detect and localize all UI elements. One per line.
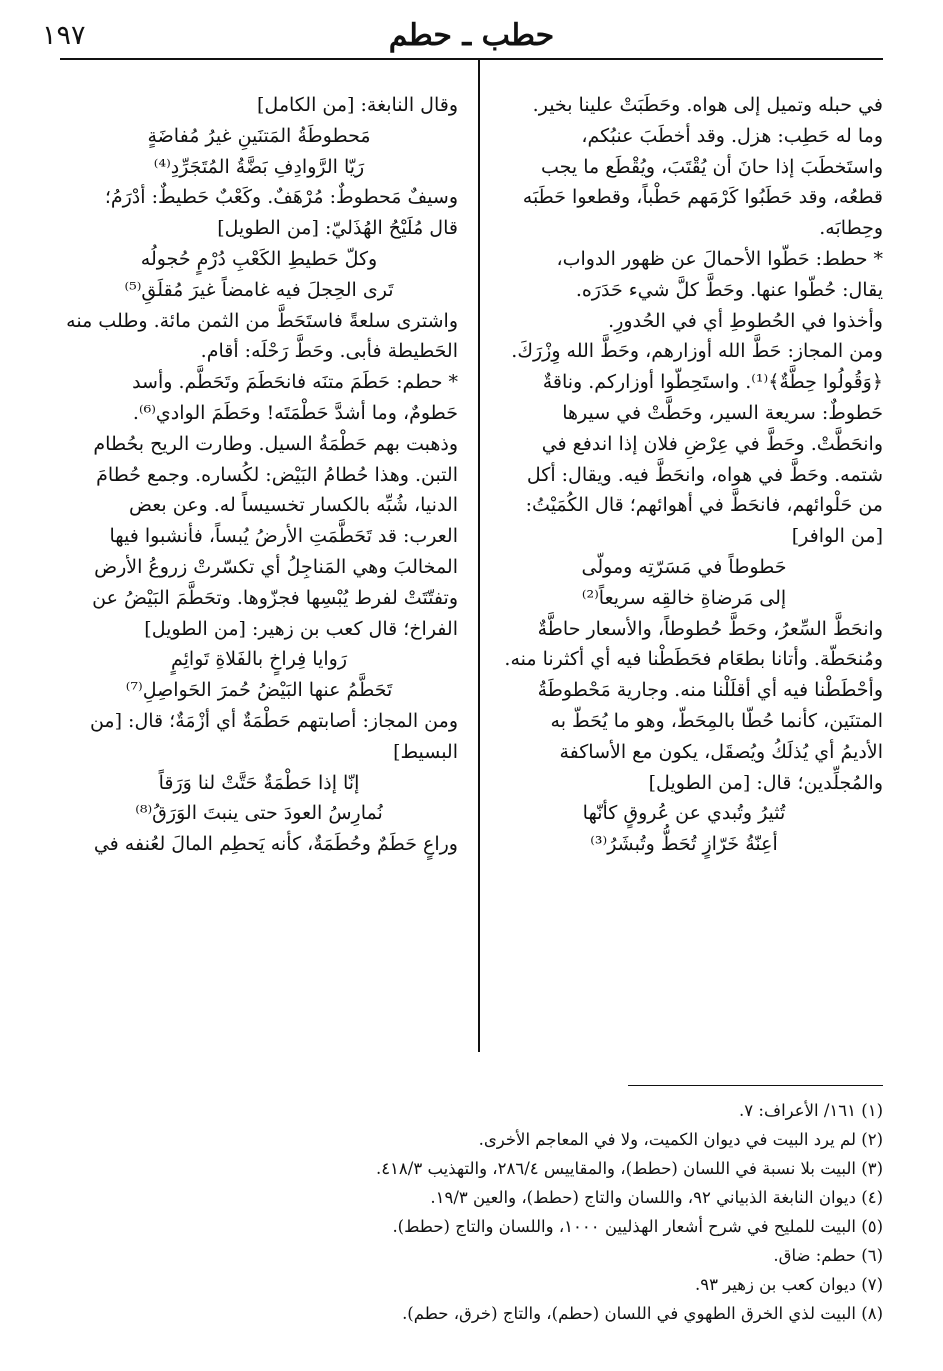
text-line: وراعٍ حَطَمٌ وحُطَمَةٌ، كأنه يَحطِم المالَ لعُنفه في — [93, 833, 458, 856]
left-column — [60, 90, 458, 1045]
text-line: يقال: حُطّوا عنها. وحَطَّ كلَّ شيء حَدَرَه. — [575, 278, 883, 301]
text-line: من حَلْوائهم، فانحَطَّ في أهوائهم؛ قال الكُمَيْتُ: — [525, 494, 883, 517]
text-line: [من الوافر] — [791, 525, 883, 548]
text-line: الفراخ؛ قال كعب بن زهير: [من الطويل] — [144, 617, 458, 640]
text-line: والمُجلِّدين؛ قال: [من الطويل] — [648, 771, 883, 794]
verse-line: حَطوطاً في مَسَرّتِه ومولّى — [581, 555, 787, 578]
text-line: المخالبَ وهي المَناجِلُ أي تكسّرتْ زروعُ الأرض — [94, 555, 458, 578]
text-line: وقال النابغة: [من الكامل] — [257, 94, 458, 116]
text-line: واشترى سلعةً فاستَحَطَّ من الثمن مائة. وطلب منه — [66, 309, 458, 332]
text-line: وحِطابَه. — [819, 217, 883, 240]
footnote: (١) ١٦١/ الأعراف: ٧. — [739, 1101, 883, 1120]
text-line: قطعُه، وقد حَطَبُوا كَرْمَهم حَطْباً، وقطعوا حَطَبَه — [522, 186, 883, 209]
verse-line: تَرى الحِجلَ فيه غامضاً غيرَ مُقلَقِ⁽⁵⁾ — [124, 278, 394, 301]
text-line: ومن المجاز: أصابتهم حَطْمَةٌ أي أزْمَةٌ؛ قال: [من — [89, 709, 458, 732]
text-line: وذهبت بهم حَطْمَةُ السيل. وطارت الريح بحُطام — [93, 432, 458, 455]
footnote: (٦) حطم: ضاق. — [773, 1246, 883, 1265]
footnotes — [60, 1096, 883, 1358]
footnote: (٢) لم يرد البيت في ديوان الكميت، ولا في المعاجم الأخرى. — [478, 1130, 883, 1149]
text-line: حَطوطٌ: سريعة السير، وحَطَّتْ في سيرها — [562, 401, 883, 424]
text-line: واستَخطَبَ إذا حانَ أن يُقْتَبَ، ويُقْطَع ما يجب — [541, 155, 883, 178]
verse-line: رَيّا الرَّوادِفِ بَضَّةُ المُتَجَرِّدِ⁽⁴⁾ — [153, 155, 365, 178]
footnote: (٧) ديوان كعب بن زهير ٩٣. — [694, 1275, 883, 1294]
text-line: وأخذوا في الحُطوطِ أي في الحُدورِ. — [608, 309, 883, 332]
page-header — [0, 10, 943, 53]
entry-heading-line: * حطم: حَطَمَ متنَه فانحَطَمَ وتَحَطَّم. وأسد — [132, 371, 458, 394]
text-line: شتمه. وحَطَّ في هواه، وانحَطَّ فيه. ويقال: أكل — [526, 463, 883, 486]
text-line: العرب: قد تَحَطَّمَتِ الأرضُ يُبساً، فأنشبوا فيها — [109, 525, 458, 548]
text-line: وسيفٌ مَحطوطٌ: مُرْهَفٌ. وكَعْبٌ حَطيطٌ: أدْرَمُ؛ — [104, 186, 458, 209]
text-line: وانحَطَّتْ. وحَطَّ في عِرْضِ فلان إذا اندفع في — [541, 432, 883, 455]
footnote-rule — [628, 1085, 883, 1086]
text-line: ومن المجاز: حَطَّ الله أوزارهم، وحَطَّ الله وِزْرَكَ. — [511, 340, 883, 363]
verse-line: وكلّ حَطيطِ الكَعْبِ دُرْمٍ حُجولُه — [140, 247, 378, 270]
text-line: ﴿وَقُولُوا حِطَّةٌ﴾⁽¹⁾. واستَحِطّوا أوزاركم. وناقةٌ — [542, 371, 883, 394]
text-line: قال مُلَيْحُ الهُذَليّ: [من الطويل] — [217, 217, 458, 240]
page-number: ١٩٧ — [42, 20, 86, 51]
text-line: الأديمُ أي يُذلَكُ ويُصقَل، يكون مع الأساكفة — [559, 740, 883, 763]
text-line: ومُنحَطّة. وأتانا بطعَام فحَطَطْنا فيه أي أكثرنا منه. — [504, 648, 883, 671]
header-rule — [60, 58, 883, 60]
text-line: التبن. وهذا حُطامُ البَيْض: لكُساره. وجمع حُطامَ — [96, 463, 458, 486]
text-line: حَطومٌ، وما أشدَّ حَطْمَتَه! وحَطَمَ الوادي⁽⁶⁾. — [132, 401, 458, 424]
verse-line: إلى مَرضاةِ خالقِه سريعاً⁽²⁾ — [581, 586, 787, 609]
verse-line: رَوايا فِراخٍ بالفَلاةِ تَوائِمٍ — [170, 648, 348, 671]
footnote: (٥) البيت للمليح في شرح أشعار الهذليين ١٠٠٠، واللسان والتاج (حطط). — [392, 1217, 883, 1236]
text-line: وانحَطَّ السِّعرُ، وحَطَّ حُطوطاً، والأسعار حاطَّةٌ — [537, 617, 883, 640]
text-line: البسيط] — [393, 740, 458, 763]
verse-line: أعِنّةُ خَرّازٍ تُحَطُّ وتُبشَرُ⁽³⁾ — [590, 833, 778, 856]
verse-line: تُثيرُ وتُبدي عن عُروقٍ كأنّها — [582, 802, 786, 825]
entry-heading-line: * حطط: حَطّوا الأحمالَ عن ظهور الدواب، — [556, 247, 883, 270]
verse-line: إنّا إذا حَطْمَةٌ حَتَّتْ لنا وَرَقاً — [158, 771, 360, 794]
column-divider — [478, 60, 480, 1052]
footnote: (٤) ديوان النابغة الذبياني ٩٢، واللسان والتاج (حطط)، والعين ١٩/٣. — [430, 1188, 883, 1207]
text-line: في حبله وتميل إلى هواه. وحَطَبَتْ علينا بخير. — [532, 94, 883, 116]
text-line: الحَطيطة فأبى. وحَطَّ رَحْلَه: أقام. — [200, 340, 458, 363]
verse-line: مَحطوطَةُ المَتنَينِ غيرُ مُفاضَةٍ — [147, 124, 371, 147]
footnote: (٣) البيت بلا نسبة في اللسان (حطط)، والمقاييس ٢٨٦/٤، والتهذيب ٤١٨/٣. — [375, 1159, 883, 1178]
text-line: المتنَين، كأنما حُطّا بالمِحَطّ، وهو ما يُحَطّ به — [550, 709, 883, 732]
text-line: الدنيا، شُبِّه بالكسار تخسيساً له. وعن بعض — [128, 494, 458, 517]
right-column — [485, 90, 883, 1045]
footnote: (٨) البيت لذي الخرق الطهوي في اللسان (حطم)، والتاج (خرق، حطم). — [402, 1304, 883, 1323]
text-line: وما له حَطِب: هزل. وقد أخطَبَ عنبُكم، — [581, 124, 883, 147]
verse-line: نُمارِسُ العودَ حتى ينبتَ الوَرَقُ⁽⁸⁾ — [135, 802, 383, 825]
text-line: وأحْطَطْنا فيه أي أقلَلْنا منه. وجارية مَحْطوطَةُ — [537, 679, 883, 702]
verse-line: تَحَطَّمُ عنها البَيْضُ حُمرَ الحَواصِلِ⁽⁷⁾ — [125, 679, 393, 702]
text-line: وتفتّتَتْ لفرط يُبْسِها فجزّوها. وتحَطَّمَ البَيْضُ عن — [92, 586, 458, 609]
page-title: حطب ـ حطم — [388, 18, 555, 53]
